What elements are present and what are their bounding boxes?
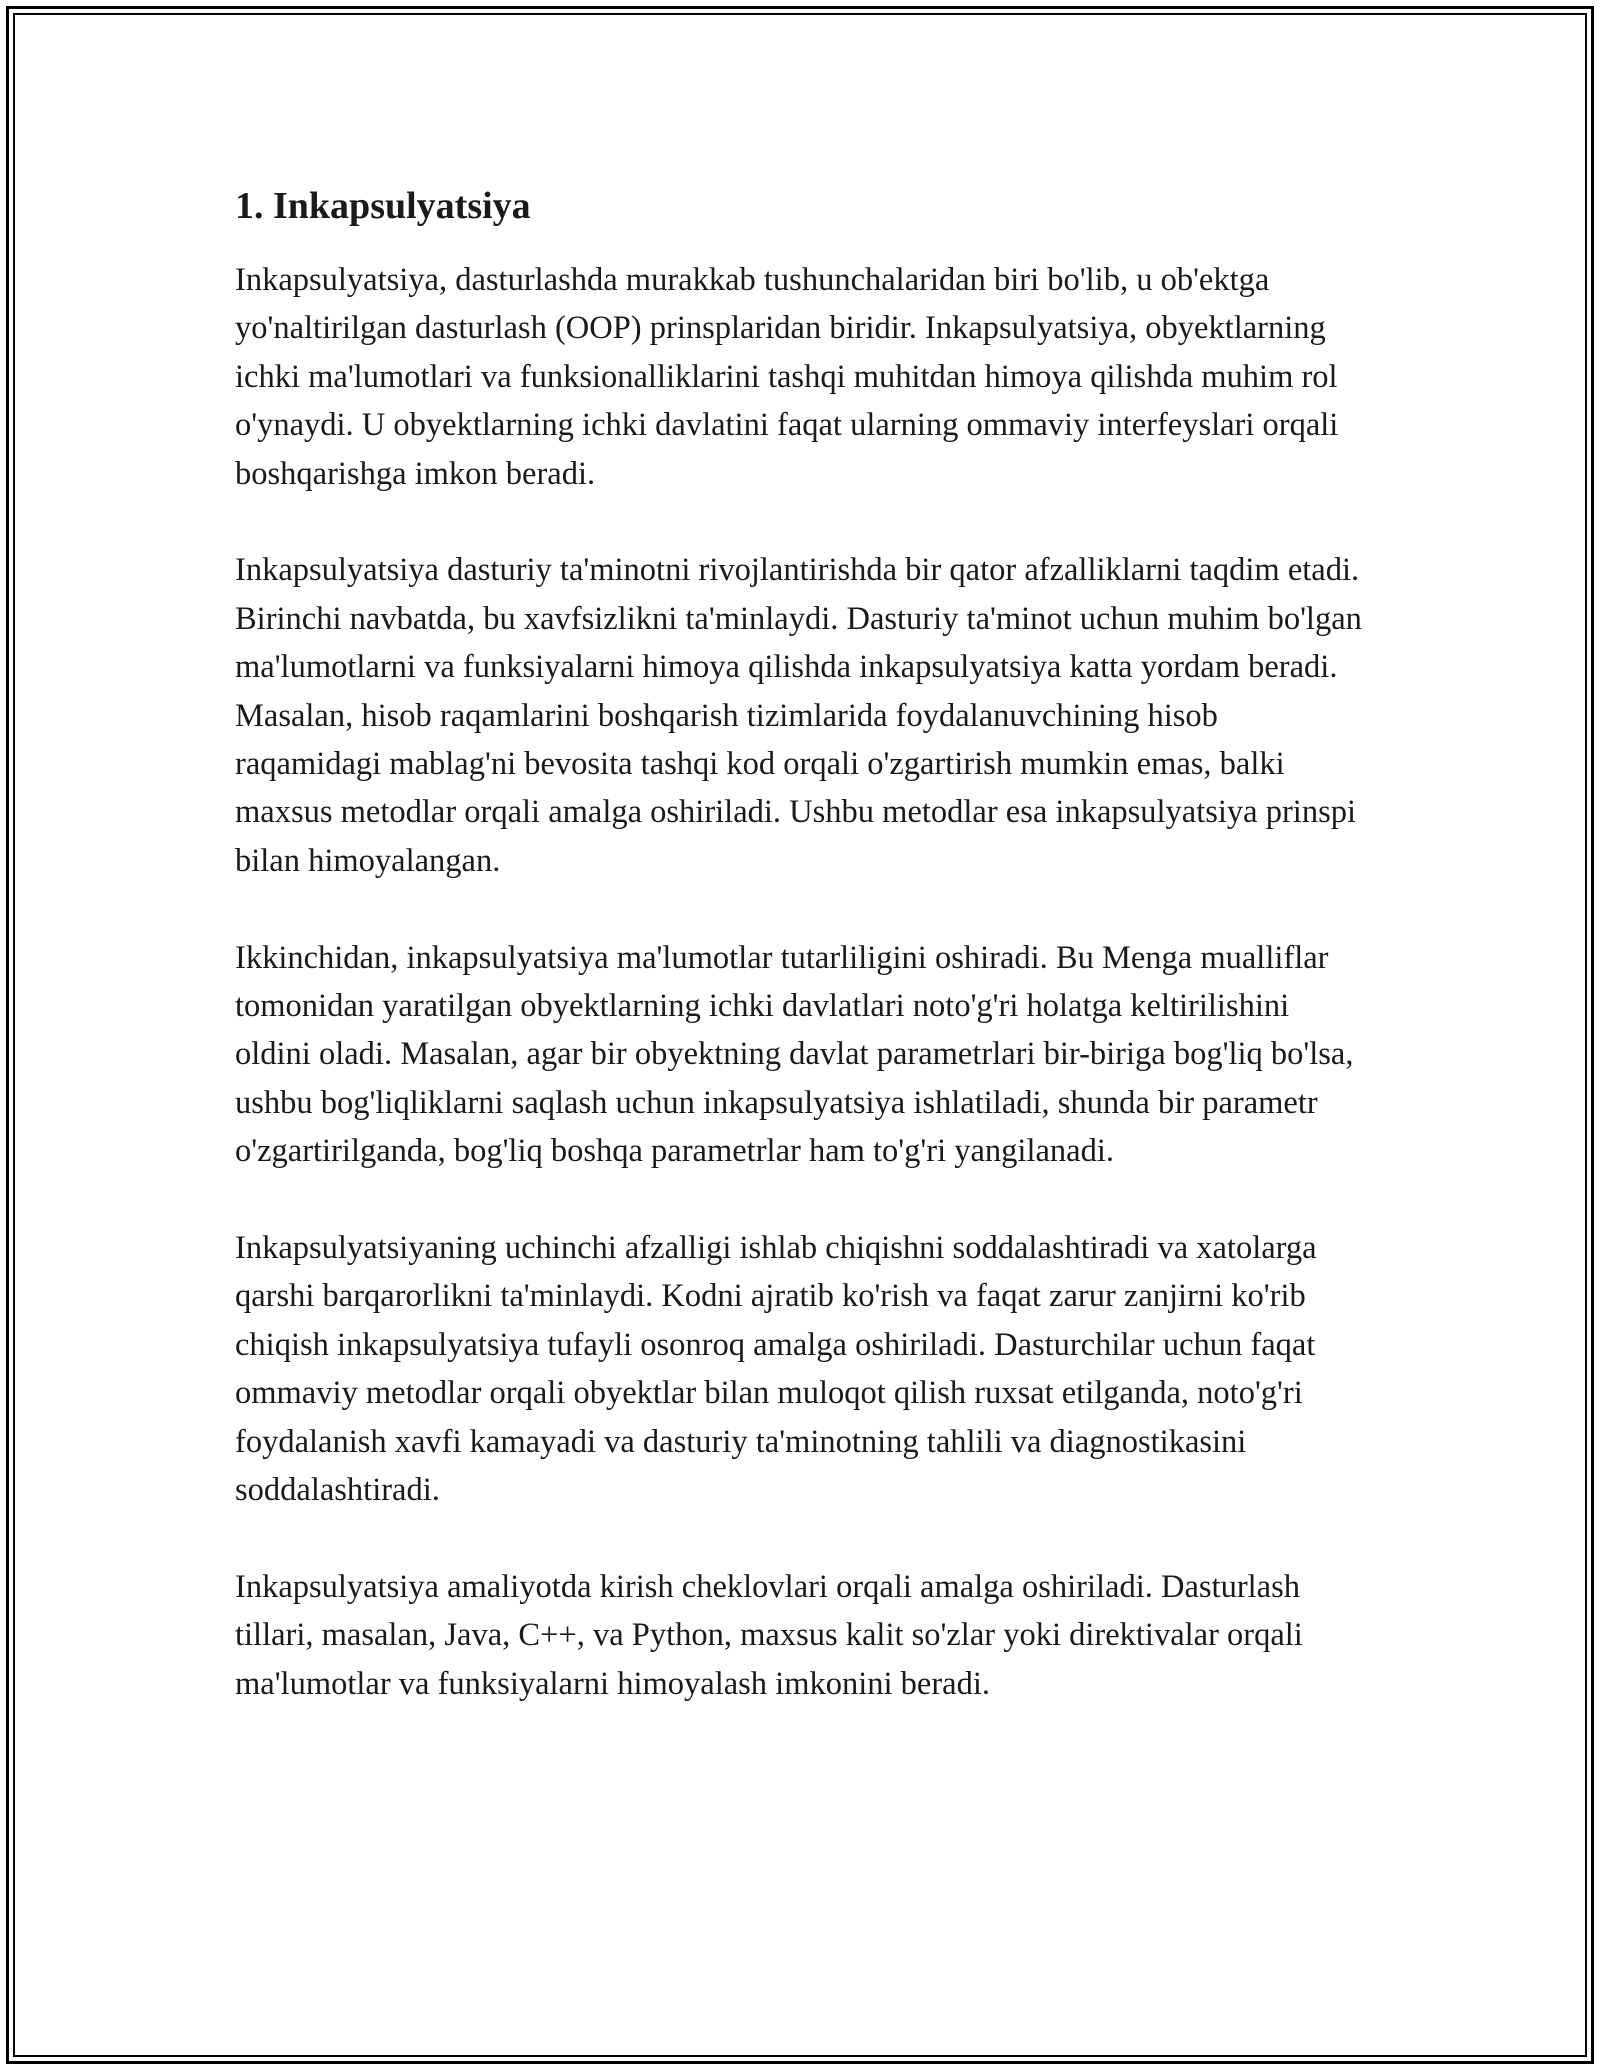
section-heading: 1. Inkapsulyatsiya [235, 185, 531, 227]
paragraph-security: Inkapsulyatsiya dasturiy ta'minotni rivojlantirishda bir qator afzalliklarni taqdim etadi. Birinchi navbatda, bu xavfsizlikni ta'minlaydi. Dasturiy ta'minot uchun muhim bo'lgan ma'lumotlarni va funksiyalarni himoya qilishda inkapsulyatsiya katta yordam beradi. Masalan, hisob raqamlarini boshqarish tizimlarida foydalanuvchining hisob raqamidagi mablag'ni bevosita tashqi kod orqali o'zgartirish mumkin emas, balki maxsus metodlar orqali amalga oshiriladi. Ushbu metodlar esa inkapsulyatsiya prinspi bilan himoyalangan. [235, 552, 1362, 879]
paragraph-consistency: Ikkinchidan, inkapsulyatsiya ma'lumotlar tutarliligini oshiradi. Bu Menga mualliflar tomonidan yaratilgan obyektlarning ichki davlatlari noto'g'ri holatga keltirilishini oldini oladi. Masalan, agar bir obyektning davlat parametrlari bir-biriga bog'liq bo'lsa, ushbu bog'liqliklarni saqlash uchun inkapsulyatsiya ishlatiladi, shunda bir parametr o'zgartirilganda, bog'liq boshqa parametrlar ham to'g'ri yangilanadi. [235, 939, 1354, 1170]
paragraph-simplification: Inkapsulyatsiyaning uchinchi afzalligi ishlab chiqishni soddalashtiradi va xatolarga qarshi barqarorlikni ta'minlaydi. Kodni ajratib ko'rish va faqat zarur zanjirni ko'rib chiqish inkapsulyatsiya tufayli osonroq amalga oshiriladi. Dasturchilar uchun faqat ommaviy metodlar orqali obyektlar bilan muloqot qilish ruxsat etilganda, noto'g'ri foydalanish xavfi kamayadi va dasturiy ta'minotning tahlili va diagnostikasini soddalashtiradi. [235, 1230, 1317, 1509]
paragraph-introduction: Inkapsulyatsiya, dasturlashda murakkab tushunchalaridan biri bo'lib, u ob'ektga yo'naltirilgan dasturlash (OOP) prinsplaridan biridir. Inkapsulyatsiya, obyektlarning ichki ma'lumotlari va funksionalliklarini tashqi muhitdan himoya qilishda muhim rol o'ynaydi. U obyektlarning ichki davlatini faqat ularning ommaviy interfeyslari orqali boshqarishga imkon beradi. [235, 262, 1339, 492]
document-body [235, 182, 1370, 1708]
paragraph-access-control: Inkapsulyatsiya amaliyotda kirish cheklovlari orqali amalga oshiriladi. Dasturlash tillari, masalan, Java, C++, va Python, maxsus kalit so'zlar yoki direktivalar orqali ma'lumotlar va funksiyalarni himoyalash imkonini beradi. [235, 1568, 1303, 1702]
